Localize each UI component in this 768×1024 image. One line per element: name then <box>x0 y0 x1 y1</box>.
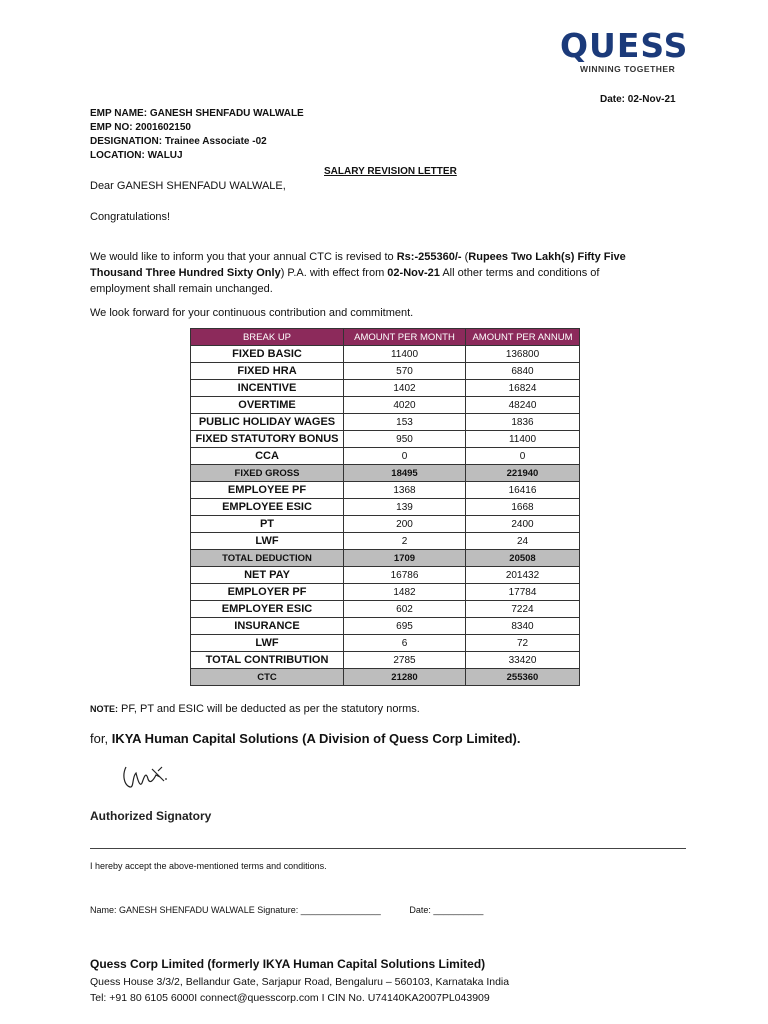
forward-line: We look forward for your continuous contribution and commitment. <box>90 307 414 319</box>
table-row <box>191 567 580 584</box>
acceptance-signature-row <box>90 905 483 915</box>
row-label: CTC <box>191 669 344 686</box>
table-row <box>191 380 580 397</box>
table-row <box>191 346 580 363</box>
row-label: CCA <box>191 448 344 465</box>
row-annum: 24 <box>466 533 580 550</box>
divider <box>90 848 686 849</box>
table-row <box>191 635 580 652</box>
row-annum: 1668 <box>466 499 580 516</box>
row-annum: 20508 <box>466 550 580 567</box>
row-label: NET PAY <box>191 567 344 584</box>
row-month: 6 <box>344 635 466 652</box>
row-month: 11400 <box>344 346 466 363</box>
letter-title: SALARY REVISION LETTER <box>324 166 457 177</box>
acceptance-text: I hereby accept the above-mentioned terms and conditions. <box>90 861 327 871</box>
row-annum: 7224 <box>466 601 580 618</box>
row-annum: 11400 <box>466 431 580 448</box>
table-row <box>191 448 580 465</box>
row-label: EMPLOYER ESIC <box>191 601 344 618</box>
row-label: PT <box>191 516 344 533</box>
emp-name: EMP NAME: GANESH SHENFADU WALWALE <box>90 108 304 119</box>
header-breakup: BREAK UP <box>191 329 344 346</box>
row-month: 1402 <box>344 380 466 397</box>
ctc-effective-date: 02-Nov-21 <box>387 267 440 279</box>
salary-table <box>190 328 580 686</box>
table-row <box>191 482 580 499</box>
ctc-text-post: All other terms and conditions of employment shall remain unchanged. <box>90 267 600 295</box>
row-month: 1368 <box>344 482 466 499</box>
congrats: Congratulations! <box>90 211 171 223</box>
row-month: 18495 <box>344 465 466 482</box>
header-month: AMOUNT PER MONTH <box>344 329 466 346</box>
row-label: LWF <box>191 533 344 550</box>
note <box>90 703 420 715</box>
emp-location: LOCATION: WALUJ <box>90 150 183 161</box>
row-month: 695 <box>344 618 466 635</box>
row-label: EMPLOYER PF <box>191 584 344 601</box>
row-month: 1482 <box>344 584 466 601</box>
table-row <box>191 363 580 380</box>
row-annum: 8340 <box>466 618 580 635</box>
table-row <box>191 652 580 669</box>
authorized-signatory: Authorized Signatory <box>90 809 212 823</box>
row-label: INCENTIVE <box>191 380 344 397</box>
row-month: 570 <box>344 363 466 380</box>
row-label: FIXED BASIC <box>191 346 344 363</box>
row-label: FIXED STATUTORY BONUS <box>191 431 344 448</box>
table-row <box>191 584 580 601</box>
footer-address: Quess House 3/3/2, Bellandur Gate, Sarjapur Road, Bengaluru – 560103, Karnataka India <box>90 976 510 988</box>
row-month: 16786 <box>344 567 466 584</box>
row-annum: 201432 <box>466 567 580 584</box>
row-annum: 48240 <box>466 397 580 414</box>
company-logo <box>560 28 700 74</box>
row-label: FIXED GROSS <box>191 465 344 482</box>
row-month: 1709 <box>344 550 466 567</box>
row-annum: 6840 <box>466 363 580 380</box>
row-annum: 0 <box>466 448 580 465</box>
footer-company: Quess Corp Limited (formerly IKYA Human Capital Solutions Limited) <box>90 957 486 971</box>
header-annum: AMOUNT PER ANNUM <box>466 329 580 346</box>
row-annum: 72 <box>466 635 580 652</box>
row-label: LWF <box>191 635 344 652</box>
table-header-row <box>191 329 580 346</box>
row-month: 2 <box>344 533 466 550</box>
signoff-prefix: for, <box>90 731 112 746</box>
row-annum: 16416 <box>466 482 580 499</box>
note-label: NOTE: <box>90 704 118 714</box>
table-row <box>191 465 580 482</box>
row-month: 2785 <box>344 652 466 669</box>
acceptance-date: Date: __________ <box>409 905 484 915</box>
footer-contact: Tel: +91 80 6105 6000I connect@quesscorp.com I CIN No. U74140KA2007PL043909 <box>90 992 490 1004</box>
ctc-text-mid2: ) P.A. with effect from <box>280 267 388 279</box>
signature-scribble <box>118 757 172 793</box>
row-annum: 16824 <box>466 380 580 397</box>
logo-tagline: WINNING TOGETHER <box>580 64 676 74</box>
row-label: OVERTIME <box>191 397 344 414</box>
row-annum: 1836 <box>466 414 580 431</box>
table-row <box>191 414 580 431</box>
signoff-company: IKYA Human Capital Solutions (A Division of Quess Corp Limited). <box>111 731 521 746</box>
row-month: 21280 <box>344 669 466 686</box>
table-row <box>191 431 580 448</box>
row-annum: 221940 <box>466 465 580 482</box>
row-label: TOTAL CONTRIBUTION <box>191 652 344 669</box>
greeting: Dear GANESH SHENFADU WALWALE, <box>90 180 286 192</box>
row-month: 139 <box>344 499 466 516</box>
row-annum: 136800 <box>466 346 580 363</box>
row-month: 0 <box>344 448 466 465</box>
acceptance-name: Name: GANESH SHENFADU WALWALE Signature: ________________ <box>90 905 381 915</box>
signoff-line <box>90 731 521 746</box>
table-row <box>191 533 580 550</box>
emp-number: EMP NO: 2001602150 <box>90 122 191 133</box>
row-label: FIXED HRA <box>191 363 344 380</box>
note-text: PF, PT and ESIC will be deducted as per the statutory norms. <box>118 703 420 715</box>
row-annum: 33420 <box>466 652 580 669</box>
row-label: INSURANCE <box>191 618 344 635</box>
table-row <box>191 516 580 533</box>
table-row <box>191 601 580 618</box>
table-row <box>191 499 580 516</box>
logo-wordmark: QUESS <box>560 26 689 65</box>
ctc-amount: Rs:-255360/- <box>396 251 462 263</box>
table-row <box>191 550 580 567</box>
row-month: 153 <box>344 414 466 431</box>
table-row <box>191 669 580 686</box>
row-month: 200 <box>344 516 466 533</box>
letter-date: Date: 02-Nov-21 <box>600 94 676 105</box>
row-label: TOTAL DEDUCTION <box>191 550 344 567</box>
table-row <box>191 397 580 414</box>
ctc-text-mid1: ( <box>461 251 469 263</box>
row-annum: 2400 <box>466 516 580 533</box>
row-month: 950 <box>344 431 466 448</box>
row-label: PUBLIC HOLIDAY WAGES <box>191 414 344 431</box>
row-annum: 17784 <box>466 584 580 601</box>
row-month: 4020 <box>344 397 466 414</box>
emp-designation: DESIGNATION: Trainee Associate -02 <box>90 136 267 147</box>
ctc-words: Rupees Two Lakh(s) Fifty Five Thousand Three Hundred Sixty Only <box>90 251 626 279</box>
row-month: 602 <box>344 601 466 618</box>
row-label: EMPLOYEE PF <box>191 482 344 499</box>
ctc-paragraph <box>90 249 650 297</box>
row-label: EMPLOYEE ESIC <box>191 499 344 516</box>
table-row <box>191 618 580 635</box>
row-annum: 255360 <box>466 669 580 686</box>
ctc-text-pre: We would like to inform you that your annual CTC is revised to <box>90 251 397 263</box>
